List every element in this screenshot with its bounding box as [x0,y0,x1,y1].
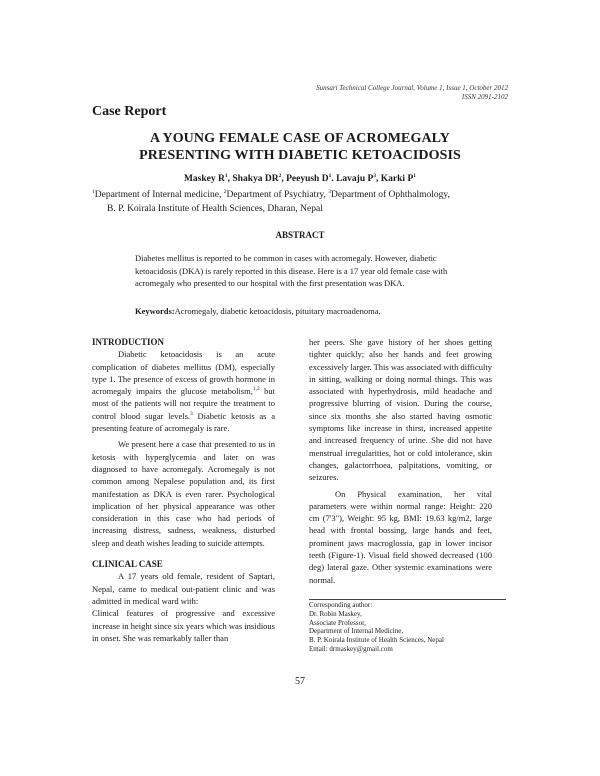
author-affiliation-marker: 3 [373,172,377,179]
author-affiliation-marker: 1 [328,172,332,179]
paragraph-text: Diabetic ketoacidosis is an acute complication of diabetes mellitus (DM), especially type 1. The presence of excess of growth hormone in acromegaly impairs the glucose metabolism, [92,349,275,397]
affiliations [92,188,508,216]
author-name: Karki P [380,174,414,184]
author-name: Shakya DR [232,174,279,184]
keywords [135,306,495,316]
clinical-case-paragraph-1: A 17 years old female, resident of Saptari, Nepal, came to medical out-patient clinic and was admitted in medical ward with: [92,571,275,606]
affiliation-dept: Department of Ophthalmology, [331,190,450,200]
paragraph-text: but most of the patients will not require the treatment to control blood sugar levels. [92,386,275,421]
affiliation-dept: Department of Internal medicine, [94,190,224,200]
paragraph-text: Diabetic ketosis as a presenting feature of acromegaly is rare. [92,410,275,434]
affiliation-marker: 2 [223,188,227,195]
author-affiliation-marker: 1 [224,172,228,179]
footnote-divider [309,599,506,600]
corresponding-line: Associate Professor, [309,618,366,627]
corresponding-line: B. P. Koirala Institute of Health Sciences, Nepal [309,636,444,645]
affiliation-departments [92,188,508,202]
introduction-paragraph-2: We present here a case that presented to us in ketosis with hyperglycemia and later on was diagnosed to have acromegaly. Acromegaly is not common among Nepalese population and, its first manifestation as DKA is even rarer. Psychological implication of her physical appearance was other consideration in this case who had periods of increasing distress, sadness, weakness, disturbed sleep and death wishes leading to suicide attempts. [92,439,275,548]
abstract-text: Diabetes mellitus is reported to be common in cases with acromegaly. However, diabetic ketoacidosis (DKA) is rarely reported in this disease. Here is a 17 year old female case with acromegaly who presented to our hospital with the first presentation was DKA. [135,253,448,289]
clinical-case-heading: CLINICAL CASE [92,559,163,570]
citation-marker: 3 [190,410,193,417]
author-affiliation-marker: 1 [413,172,417,179]
clinical-case-paragraph-2-start: Clinical features of progressive and excessive increase in height since six years which was insidious in onset. She was remarkably taller than [92,608,275,643]
citation-marker: 1,2 [252,386,260,393]
affiliation-institution: B. P. Koirala Institute of Health Sciences, Dharan, Nepal [107,204,323,214]
right-column [309,336,492,586]
physical-examination-paragraph: On Physical examination, her vital parameters were within normal range: Height: 220 cm (7'3"), Weight: 95 kg, BMI: 19.63 kg/m2, large head with frontal bossing, large hands and feet, prominent jaws macroglossia, gap in lower incisor teeth (Figure-1). Visual field showed decreased (100 deg) lateral gaze. Other systemic examinations were normal. [309,488,492,585]
affiliation-marker: 1 [92,188,95,195]
corresponding-line: Department of Internal Medicine, [309,627,404,636]
affiliation-dept: Department of Psychiatry, [226,190,329,200]
title-line-1: A YOUNG FEMALE CASE OF ACROMEGALY [149,131,451,146]
author-name: Maskey R [183,174,225,184]
author-list: Maskey $R^1$, Shakya $DR^2$, Peeyush $D^1$. Lavaju $P^3$, Karki $P^1$ [183,172,417,184]
corresponding-email: Email: drmaskey@gmail.com [309,644,393,653]
journal-issn: ISSN 2091-2102 [461,93,508,101]
clinical-case-paragraph-2-continued: her peers. She gave history of her shoes getting tighter quickly; also her hands and feet growing excessively larger. This was associated with difficulty in sitting, walking or doing normal things. This was associated with hyperhydrosis, mild headache and progressive blurring of vision. During the course, since six months she also started having osmotic symptoms like increase in thirst, increased appetite and increased frequency of urine. She did not have menstrual irregularities, hot or cold intolerance, skin changes, galactorrhoea, palpitations, vomiting, or seizures. [309,337,492,483]
corresponding-line: Corresponding author: [309,601,373,609]
page-number: 57 [295,676,305,687]
journal-citation: Sunsari Technical College Journal, Volume 1, Issue 1, October 2012 [316,84,508,92]
title-line-2: PRESENTING WITH DIABETIC KETOACIDOSIS [139,148,461,163]
left-column [92,336,275,644]
journal-header [316,84,508,102]
keywords-label: Keywords: [135,306,175,316]
author-name: Lavaju P [336,174,374,184]
article-title [92,130,508,164]
affiliation-marker: 3 [328,188,331,195]
author-name: Peeyush D [286,174,329,184]
abstract-heading: ABSTRACT [275,230,325,240]
article-type-label: Case Report [92,104,167,119]
corresponding-author-note [309,601,509,654]
keywords-text: Acromegaly, diabetic ketoacidosis, pituitary macroadenoma. [174,306,381,316]
corresponding-line: Dr. Robin Maskey, [309,609,362,618]
introduction-heading: INTRODUCTION [92,337,165,347]
introduction-paragraph-1 [92,348,275,434]
author-affiliation-marker: 2 [278,172,282,179]
